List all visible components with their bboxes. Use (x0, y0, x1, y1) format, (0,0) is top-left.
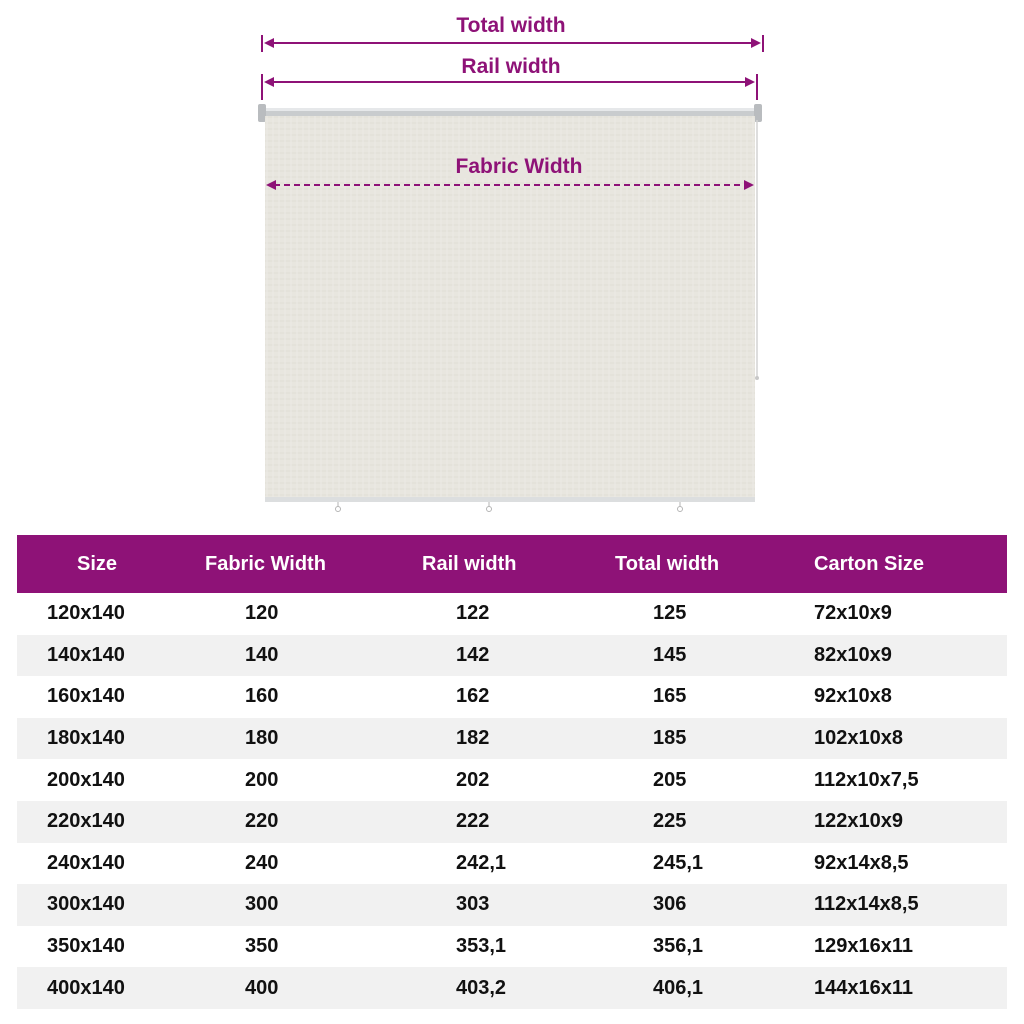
cell-fabric-width: 120 (205, 593, 410, 635)
cell-rail-width: 182 (410, 718, 607, 760)
cell-fabric-width: 180 (205, 718, 410, 760)
arrow-right-icon (751, 38, 761, 48)
cell-carton-size: 82x10x9 (804, 635, 1007, 677)
rail-width-label: Rail width (461, 55, 561, 78)
cell-size: 300x140 (17, 884, 205, 926)
cell-fabric-width: 400 (205, 967, 410, 1009)
cell-carton-size: 112x14x8,5 (804, 884, 1007, 926)
table-row (17, 676, 1007, 718)
table-header-row (17, 535, 1007, 593)
table-row (17, 967, 1007, 1009)
bottom-bar (265, 497, 755, 512)
table-body (17, 593, 1007, 1009)
header-fabric-width: Fabric Width (205, 535, 410, 593)
cord-weight (755, 376, 759, 380)
table-row (17, 843, 1007, 885)
cell-total-width: 245,1 (607, 843, 804, 885)
cell-total-width: 225 (607, 801, 804, 843)
arrow-left-icon (264, 38, 274, 48)
header-carton-size: Carton Size (804, 535, 1007, 593)
cell-carton-size: 92x10x8 (804, 676, 1007, 718)
cell-rail-width: 122 (410, 593, 607, 635)
header-rail-width: Rail width (410, 535, 607, 593)
table-row (17, 884, 1007, 926)
total-width-label: Total width (456, 14, 566, 37)
cell-size: 120x140 (17, 593, 205, 635)
cell-rail-width: 403,2 (410, 967, 607, 1009)
cell-rail-width: 162 (410, 676, 607, 718)
cell-total-width: 125 (607, 593, 804, 635)
table-row (17, 593, 1007, 635)
cell-carton-size: 102x10x8 (804, 718, 1007, 760)
total-width-dimension (262, 35, 763, 52)
cell-fabric-width: 160 (205, 676, 410, 718)
cell-fabric-width: 220 (205, 801, 410, 843)
cell-size: 350x140 (17, 926, 205, 968)
cell-rail-width: 222 (410, 801, 607, 843)
cell-carton-size: 122x10x9 (804, 801, 1007, 843)
cell-total-width: 205 (607, 759, 804, 801)
cell-total-width: 145 (607, 635, 804, 677)
cell-carton-size: 72x10x9 (804, 593, 1007, 635)
cell-size: 240x140 (17, 843, 205, 885)
cell-size: 400x140 (17, 967, 205, 1009)
cell-carton-size: 144x16x11 (804, 967, 1007, 1009)
cell-rail-width: 142 (410, 635, 607, 677)
cell-fabric-width: 350 (205, 926, 410, 968)
cell-total-width: 406,1 (607, 967, 804, 1009)
cell-rail-width: 202 (410, 759, 607, 801)
cell-total-width: 185 (607, 718, 804, 760)
cell-total-width: 356,1 (607, 926, 804, 968)
table-row (17, 926, 1007, 968)
cell-size: 200x140 (17, 759, 205, 801)
cell-size: 220x140 (17, 801, 205, 843)
cell-fabric-width: 140 (205, 635, 410, 677)
cell-carton-size: 129x16x11 (804, 926, 1007, 968)
fabric-width-label: Fabric Width (452, 155, 587, 178)
cell-carton-size: 92x14x8,5 (804, 843, 1007, 885)
table-row (17, 718, 1007, 760)
cell-size: 140x140 (17, 635, 205, 677)
cell-rail-width: 242,1 (410, 843, 607, 885)
cell-fabric-width: 200 (205, 759, 410, 801)
cell-carton-size: 112x10x7,5 (804, 759, 1007, 801)
arrow-right-icon (745, 77, 755, 87)
table-row (17, 635, 1007, 677)
cell-total-width: 165 (607, 676, 804, 718)
arrow-left-icon (264, 77, 274, 87)
cell-size: 180x140 (17, 718, 205, 760)
size-table (17, 535, 1007, 1009)
header-size: Size (17, 535, 205, 593)
cell-rail-width: 353,1 (410, 926, 607, 968)
header-total-width: Total width (607, 535, 804, 593)
cell-fabric-width: 300 (205, 884, 410, 926)
cell-size: 160x140 (17, 676, 205, 718)
cell-fabric-width: 240 (205, 843, 410, 885)
cell-rail-width: 303 (410, 884, 607, 926)
cell-total-width: 306 (607, 884, 804, 926)
table-row (17, 801, 1007, 843)
table-row (17, 759, 1007, 801)
